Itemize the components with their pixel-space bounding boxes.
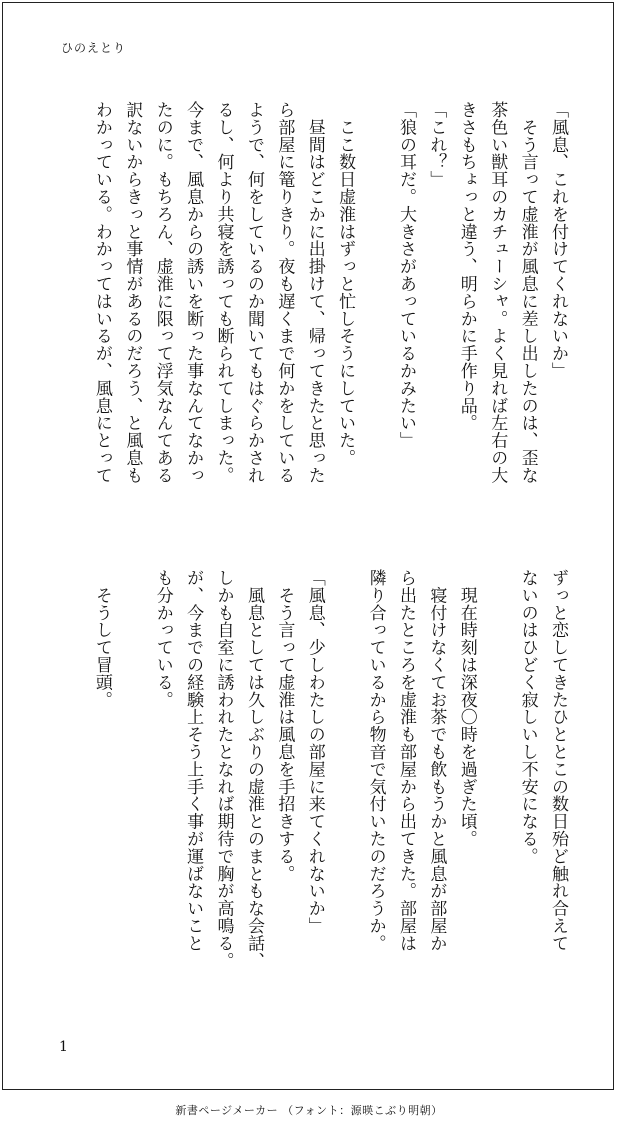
text-line: 「狼の耳だ。大きさがあっているかみたい」 [395,101,416,449]
page-frame [2,2,614,1090]
text-line: が、今までの経験上そう上手く事が運ばないこと [183,569,204,952]
text-line: 「風息、これを付けてくれないか」 [548,101,568,380]
text-line: 現在時刻は深夜〇時を過ぎた頃。 [456,569,477,848]
text-line: 昼間はどこかに出掛けて、帰ってきたと思った [304,101,325,484]
text-line: ないのはひどく寂しいし不安になる。 [517,569,538,865]
text-line: 訳ないからきっと事情があるのだろう、と風息も [122,101,143,484]
text-line: ら部屋に篭りきり。夜も遅くまで何かをしている [274,101,295,484]
text-line: しかも自室に誘われたとなれば期待で胸が高鳴る。 [213,569,234,970]
blank-line [482,569,512,999]
author-name: ひのえとり [61,41,127,55]
text-line: わかっている。わかってはいるが、風息にとって [91,101,112,484]
text-line: るし、何より共寝を誘っても断られてしまった。 [213,101,234,484]
footer-credit: 新書ページメーカー （フォント：源暎こぶり明朝） [175,1104,443,1117]
text-block-lower [53,569,573,999]
blank-line [330,569,360,999]
text-line: ここ数日虚淮はずっと忙しそうにしていた。 [335,101,356,467]
text-line: きさもちょっと違う、明らかに手作り品。 [456,101,477,432]
blank-line [117,569,147,999]
text-line: そうして冒頭。 [91,569,112,709]
text-line: も分かっている。 [152,569,173,709]
text-line: そう言って虚淮が風息に差し出したのは、歪な [517,101,538,484]
text-line: 風息としては久しぶりの虚淮とのまともな会話、 [243,569,264,970]
text-line: 茶色い獣耳のカチューシャ。よく見れば左右の大 [487,101,508,484]
text-line: そう言って虚淮は風息を手招きする。 [274,569,295,883]
text-block-upper [53,101,573,531]
text-line: ずっと恋してきたひととこの数日殆ど触れ合えて [548,569,568,952]
text-line: 「これ？」 [426,101,447,188]
blank-line [360,101,390,531]
text-line: 今まで、風息からの誘いを断った事なんてなかっ [183,101,204,484]
page-number: 1 [59,1039,68,1055]
text-line: 寝付けなくてお茶でも飲もうかと風息が部屋か [426,569,447,952]
text-line: ようで、何をしているのか聞いてもはぐらかされ [243,101,264,484]
text-line: たのに。もちろん、虚淮に限って浮気なんてある [152,101,173,484]
text-line: 「風息、少しわたしの部屋に来てくれないか」 [304,569,325,935]
text-line: 隣り合っているから物音で気付いたのだろうか。 [365,569,386,952]
text-line: ら出たところを虚淮も部屋から出てきた。部屋は [395,569,416,952]
